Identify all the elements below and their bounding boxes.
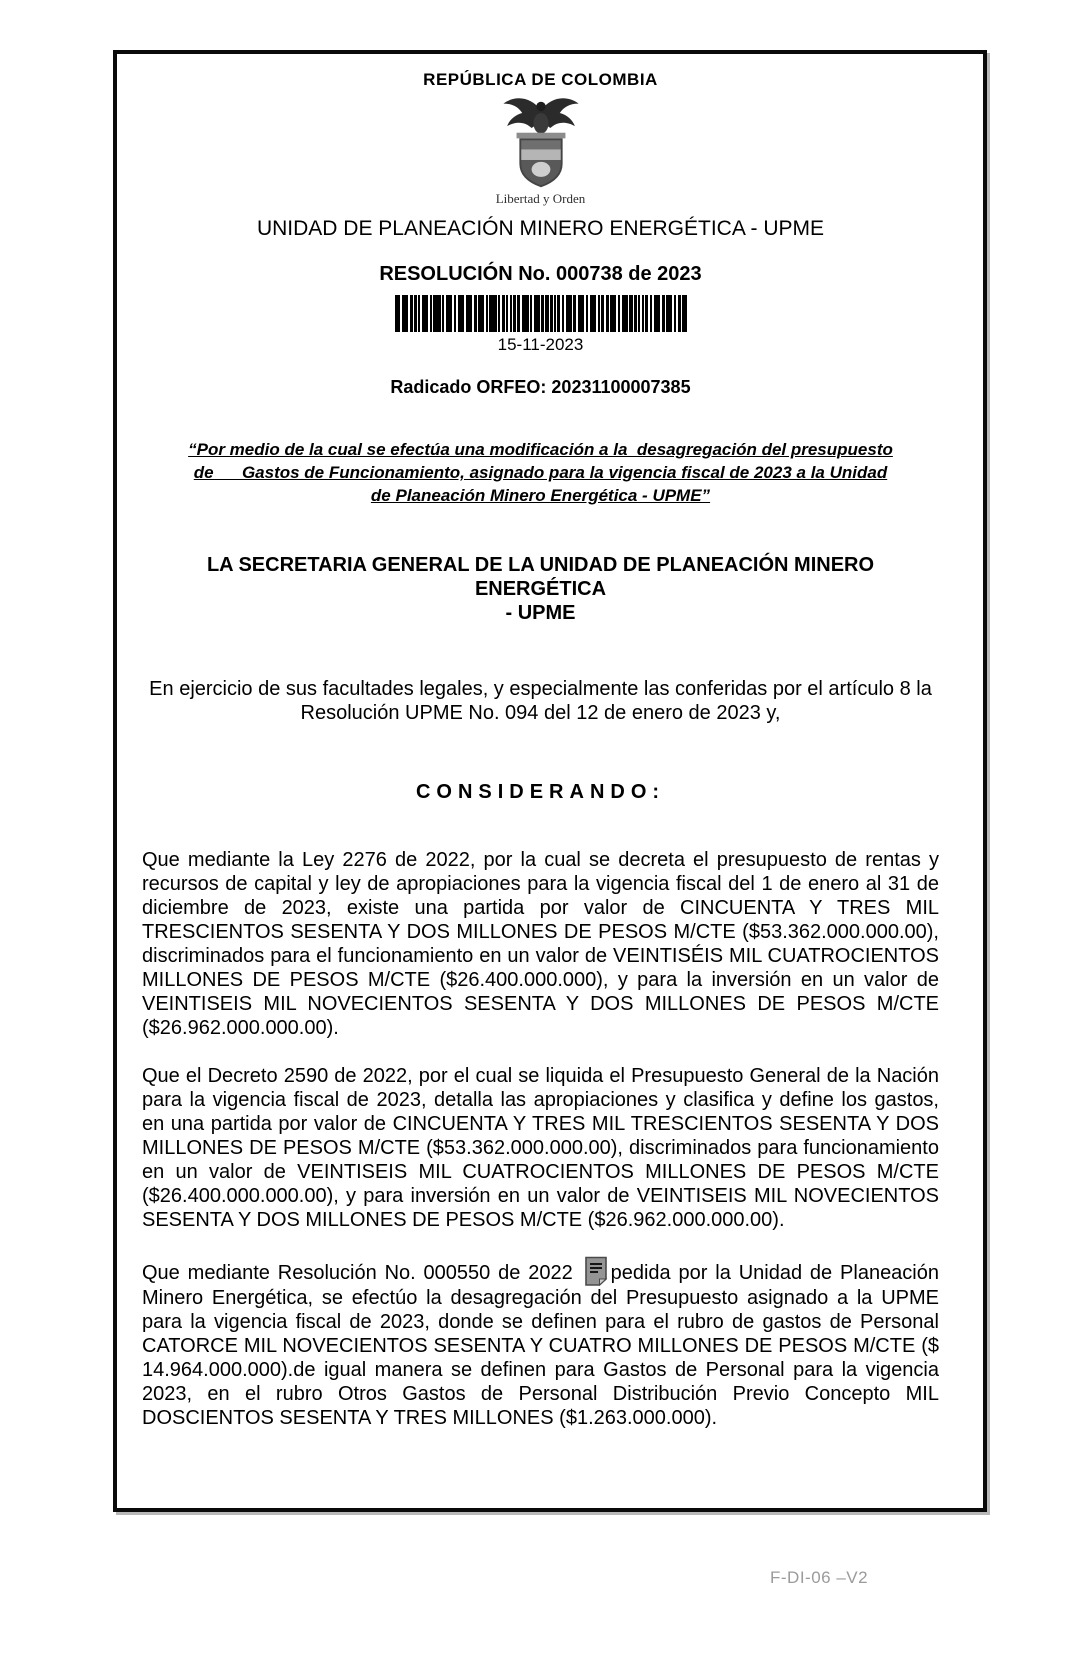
page-border-frame	[113, 50, 987, 1512]
emblem-motto: Libertad y Orden	[495, 191, 586, 206]
authority-line-3: - UPME	[505, 602, 576, 624]
paragraph-decreto-2590: Que el Decreto 2590 de 2022, por el cual se liquida el Presupuesto General de la Nación para la vigencia fiscal de 2023, detalla las apropiaciones y clasifica y define los gastos, en una partida por valor de CINCUENTA Y TRES MIL TRESCIENTOS SESENTA Y DOS MILLONES DE PESOS M/CTE ($53.362.000.000.00), discriminados para funcionamiento en un valor de VEINTISEIS MIL CUATROCIENTOS MILLONES DE PESOS M/CTE ($26.400.000.000.00), y para inversión en un valor de VEINTISEIS MIL NOVECIENTOS SESENTA Y DOS MILLONES DE PESOS M/CTE ($26.962.000.000.00).	[142, 1065, 939, 1231]
authority-line-1: LA SECRETARIA GENERAL DE LA UNIDAD DE PLANEACIÓN MINERO	[206, 554, 875, 576]
paragraph-3-text-after: pedida por la Unidad de Planeación Minero Energética, se efectúo la desagregación del Presupuesto asignado a la UPME para la vigencia fiscal de 2023, donde se definen para el rubro de gastos de Personal CATORCE MIL NOVECIENTOS SESENTA Y CUATRO MILLONES DE PESOS M/CTE ($ 14.964.000.000).de igual manera se definen para Gastos de Personal para la vigencia 2023, en el rubro Otros Gastos de Personal Distribución Previo Concepto MIL DOSCIENTOS SESENTA Y TRES MILLONES ($1.263.000.000).	[142, 1262, 939, 1429]
resolution-title: RESOLUCIÓN No. 000738 de 2023	[379, 263, 702, 285]
barcode-date: 15-11-2023	[497, 335, 584, 354]
coat-of-arms	[142, 94, 939, 207]
paragraph-3-text-before: Que mediante Resolución No. 000550 de 2022	[142, 1262, 581, 1284]
paragraph-ley-2276: Que mediante la Ley 2276 de 2022, por la cual se decreta el presupuesto de rentas y recursos de capital y ley de apropiaciones para la vigencia fiscal del 1 de enero al 31 de diciembre de 2023, existe una partida por valor de CINCUENTA Y TRES MIL TRESCIENTOS SESENTA Y DOS MILLONES DE PESOS M/CTE ($53.362.000.000.00), discriminados para el funcionamiento en un valor de VEINTISÉIS MIL CUATROCIENTOS MILLONES DE PESOS M/CTE ($26.400.000.000), y para la inversión en un valor de VEINTISEIS MIL NOVECIENTOS SESENTA Y DOS MILLONES DE PESOS M/CTE ($26.962.000.000.00).	[142, 849, 939, 1039]
preamble-text: En ejercicio de sus facultades legales, y especialmente las conferidas por el artículo 8 la Resolución UPME No. 094 del 12 de enero de 2023 y,	[149, 678, 932, 724]
country-title: REPÚBLICA DE COLOMBIA	[423, 70, 658, 89]
subject-quote-line-3: de Planeación Minero Energética - UPME”	[370, 486, 711, 505]
colombia-coat-of-arms-icon	[494, 94, 588, 194]
embedded-document-icon	[584, 1256, 608, 1286]
barcode-icon	[395, 295, 687, 332]
subject-quote	[142, 438, 939, 507]
paragraph-resolucion-000550	[142, 1256, 939, 1430]
authority-line-2: ENERGÉTICA	[474, 578, 607, 600]
considerando-heading: CONSIDERANDO:	[415, 781, 666, 803]
page-content	[117, 70, 983, 1430]
form-code-footer: F-DI-06 –V2	[770, 1568, 869, 1587]
subject-quote-line-2: de Gastos de Funcionamiento, asignado para la vigencia fiscal de 2023 a la Unidad	[193, 463, 888, 482]
entity-name: UNIDAD DE PLANEACIÓN MINERO ENERGÉTICA - UPME	[256, 217, 825, 240]
authority-heading	[142, 553, 939, 625]
radicado-orfeo: Radicado ORFEO: 20231100007385	[390, 377, 691, 397]
subject-quote-line-1: “Por medio de la cual se efectúa una modificación a la desagregación del presupuesto	[188, 440, 893, 459]
